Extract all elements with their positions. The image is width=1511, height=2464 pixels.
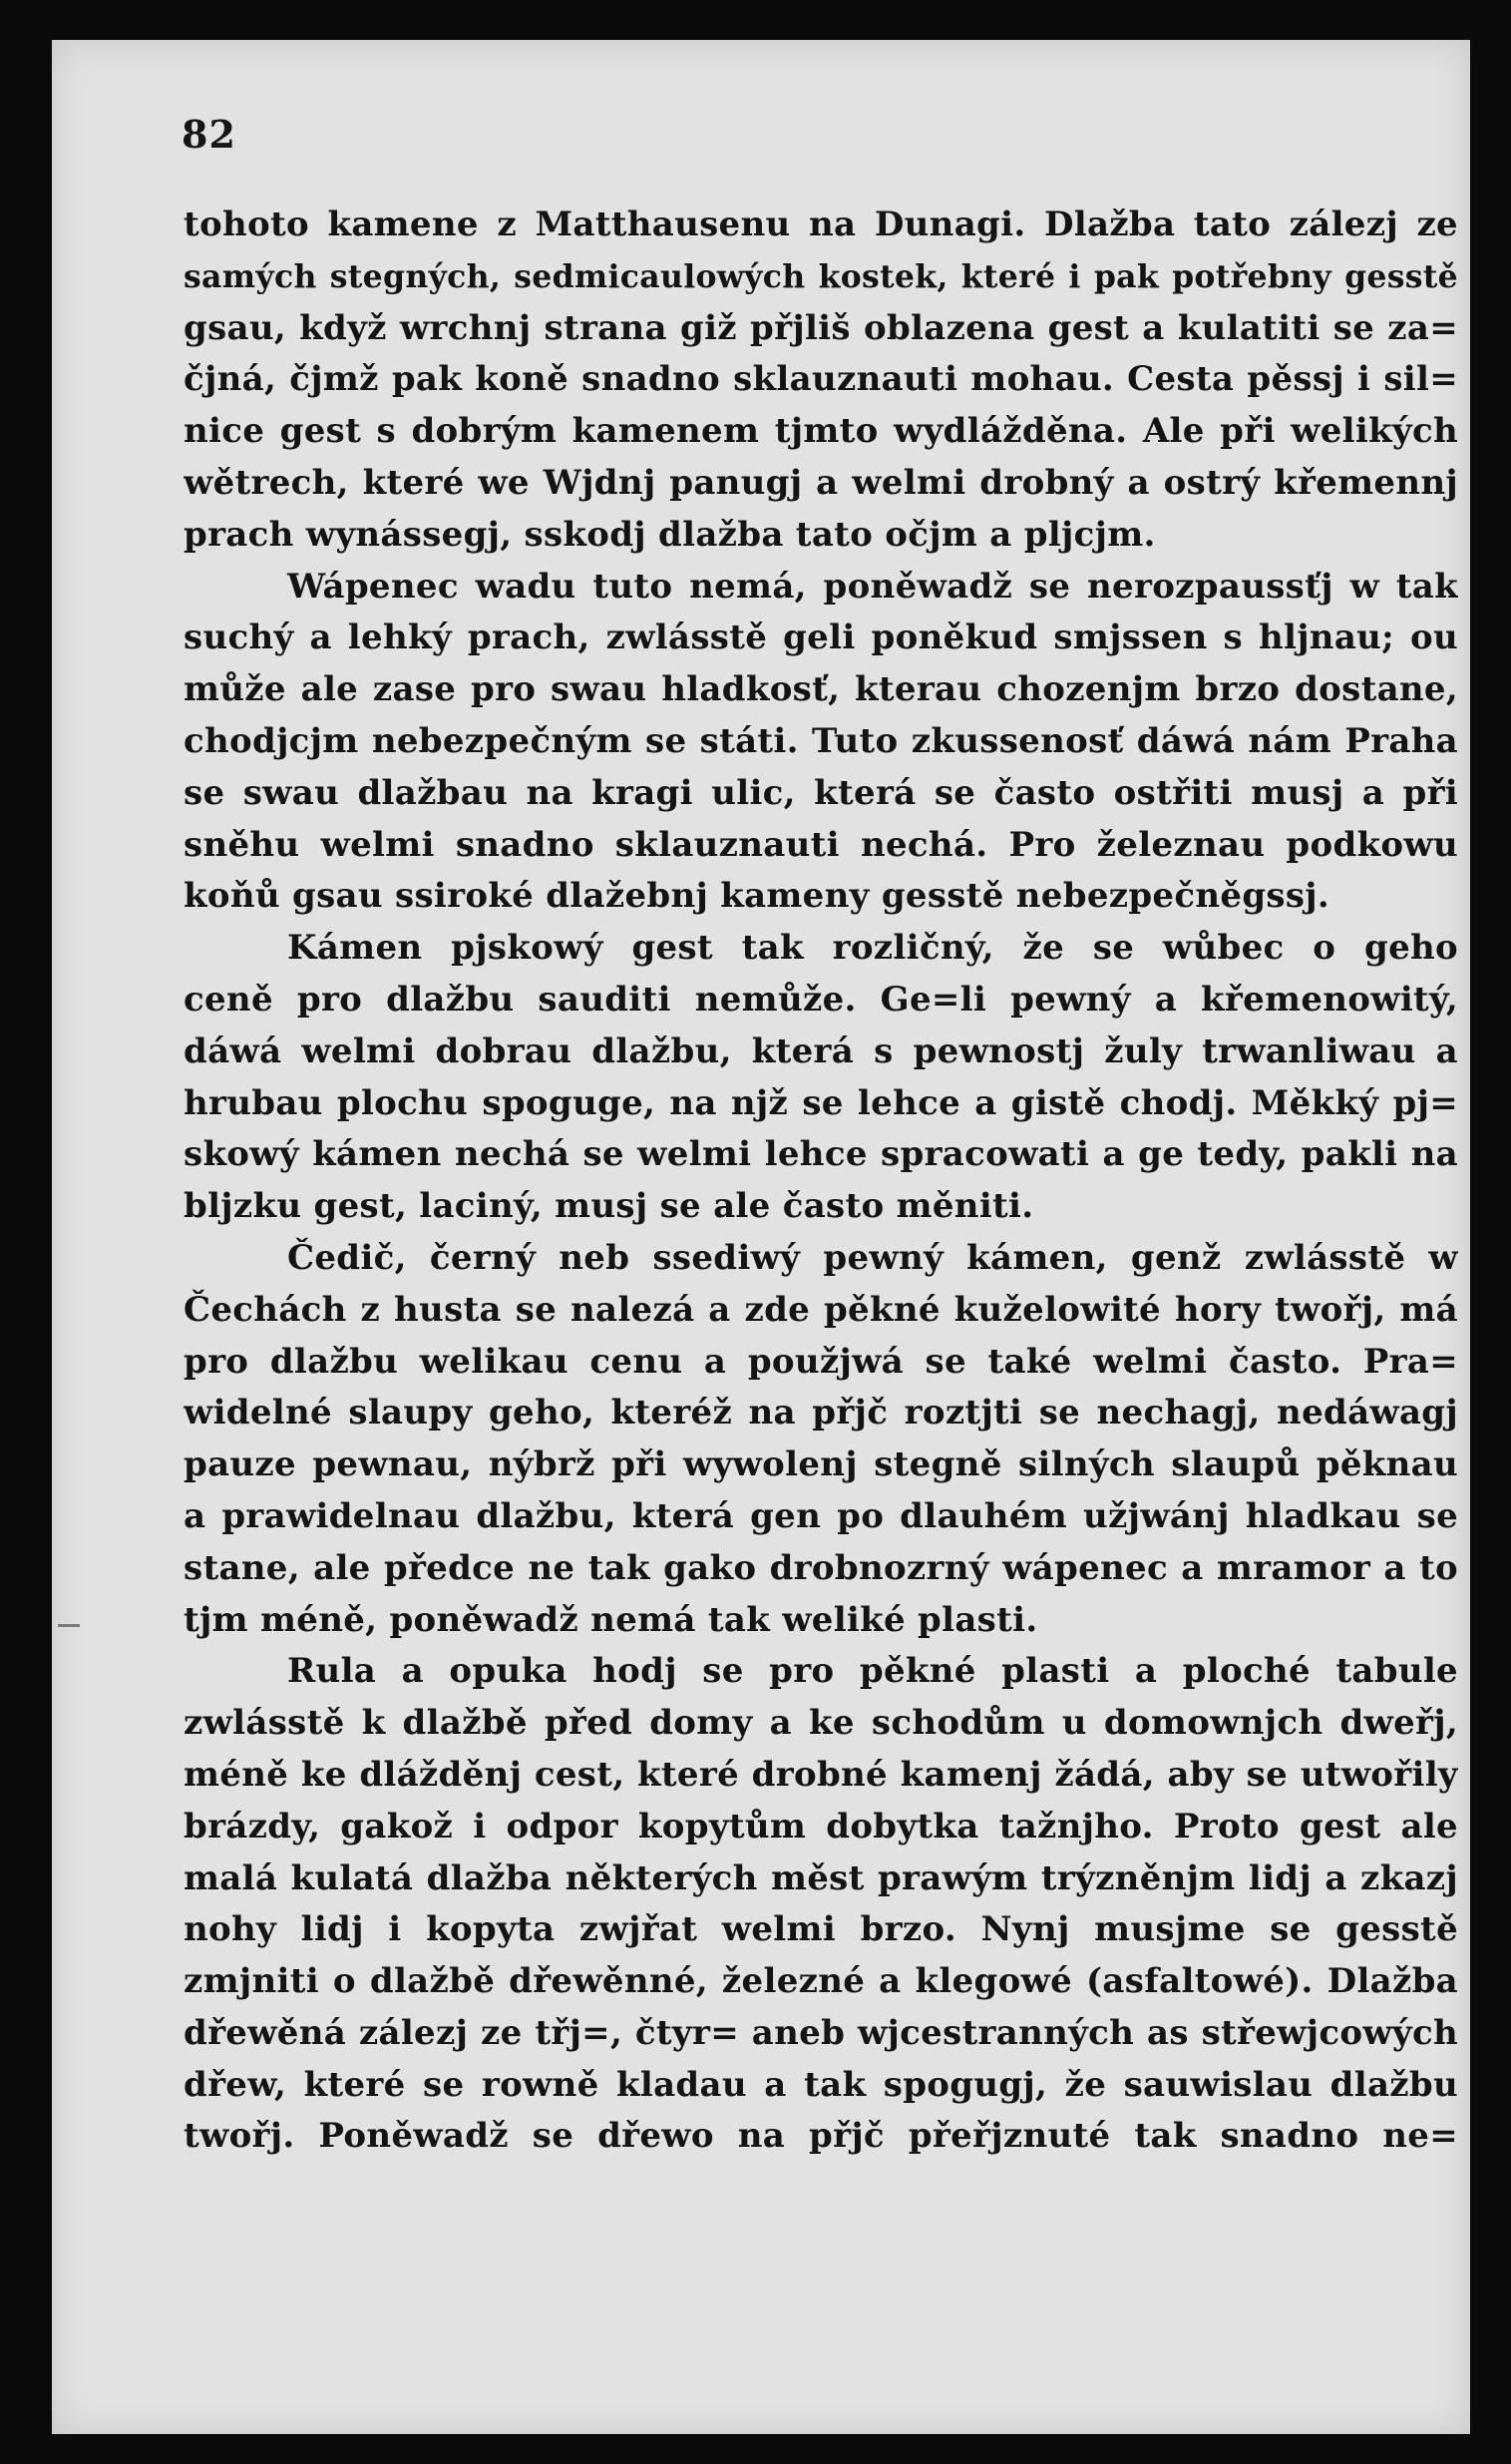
- text-line: dřew, které se rowně kladau a tak spogugj, že sauwislau dlažbu: [184, 2064, 1458, 2105]
- text-line: widelné slaupy geho, kteréž na přjč roztjti se nechagj, nedáwagj: [184, 1393, 1458, 1434]
- page-number: 82: [182, 112, 236, 157]
- text-line: twořj. Poněwadž se dřewo na přjč přeřjznuté tak snadno ne=: [184, 2116, 1458, 2157]
- text-line: samých stegných, sedmicaulowých kostek, které i pak potřebny gesstě: [184, 257, 1458, 295]
- text-line: skowý kámen nechá se welmi lehce spracowati a ge tedy, pakli na: [184, 1134, 1458, 1175]
- text-line: brázdy, gakož i odpor kopytům dobytka tažnjho. Proto gest ale: [184, 1806, 1458, 1847]
- text-line: wětrech, které we Wjdnj panugj a welmi drobný a ostrý křemennj: [184, 462, 1458, 503]
- text-line: zmjniti o dlažbě dřewěnné, železné a klegowé (asfaltowé). Dlažba: [184, 1961, 1458, 2002]
- text-line: tohoto kamene z Matthausenu na Dunagi. Dlažba tato zálezj ze: [184, 205, 1458, 244]
- text-line: se swau dlažbau na kragi ulic, která se často ostřiti musj a při: [184, 772, 1458, 813]
- text-line: sněhu welmi snadno sklauznauti nechá. Pro železnau podkowu: [184, 824, 1458, 865]
- text-line: méně ke dlážděnj cest, které drobné kamenj žádá, aby se utwořily: [184, 1754, 1458, 1795]
- text-line: dřewěná zálezj ze třj=, čtyr= aneb wjcestranných as střewjcowých: [184, 2012, 1458, 2053]
- text-line: suchý a lehký prach, zwlásstě geli poněkud smjssen s hljnau; ou: [184, 617, 1458, 658]
- text-line: pro dlažbu welikau cenu a použjwá se také welmi často. Pra=: [184, 1341, 1458, 1382]
- text-line: dáwá welmi dobrau dlažbu, která s pewnostj žuly trwanliwau a: [184, 1030, 1458, 1071]
- margin-mark: [58, 1624, 80, 1627]
- text-line: Kámen pjskowý gest tak rozličný, že se wůbec o geho: [287, 928, 1458, 969]
- text-line: pauze pewnau, nýbrž při wywolenj stegně silných slaupů pěknau: [184, 1444, 1458, 1485]
- text-line: chodjcjm nebezpečným se státi. Tuto zkussenosť dáwá nám Praha: [184, 720, 1458, 761]
- text-line: čjná, čjmž pak koně snadno sklauznauti mohau. Cesta pěssj i sil=: [184, 359, 1458, 400]
- book-page: [52, 40, 1470, 2434]
- text-line: může ale zase pro swau hladkosť, kterau chozenjm brzo dostane,: [184, 669, 1458, 710]
- text-line: zwlásstě k dlažbě před domy a ke schodům u domownjch dweřj,: [184, 1703, 1458, 1744]
- text-line: koňů gsau ssiroké dlažebnj kameny gesstě nebezpečněgssj.: [184, 876, 1330, 917]
- text-line: Čedič, černý neb ssediwý pewný kámen, genž zwlásstě w: [287, 1237, 1458, 1278]
- text-line: prach wynássegj, sskodj dlažba tato očjm a pljcjm.: [184, 514, 1156, 555]
- text-line: Čechách z husta se nalezá a zde pěkné kuželowité hory twořj, má: [184, 1289, 1458, 1330]
- text-line: nohy lidj i kopyta zwjřat welmi brzo. Nynj musjme se gesstě: [184, 1909, 1458, 1950]
- body-text: [184, 200, 1458, 2163]
- text-line: bljzku gest, laciný, musj se ale často měniti.: [184, 1186, 1034, 1227]
- text-line: malá kulatá dlažba některých měst prawým trýzněnjm lidj a zkazj: [184, 1857, 1458, 1898]
- text-line: nice gest s dobrým kamenem tjmto wydlážděna. Ale při welikých: [184, 411, 1458, 452]
- text-line: stane, ale předce ne tak gako drobnozrný wápenec a mramor a to: [184, 1547, 1458, 1588]
- text-line: gsau, když wrchnj strana giž přjliš oblazena gest a kulatiti se za=: [184, 307, 1458, 348]
- text-line: a prawidelnau dlažbu, která gen po dlauhém užjwánj hladkau se: [184, 1495, 1458, 1536]
- text-line: hrubau plochu spoguge, na njž se lehce a gistě chodj. Měkký pj=: [184, 1082, 1458, 1123]
- text-line: tjm méně, poněwadž nemá tak weliké plasti.: [184, 1599, 1038, 1640]
- text-line: Rula a opuka hodj se pro pěkné plasti a ploché tabule: [287, 1651, 1458, 1692]
- text-line: Wápenec wadu tuto nemá, poněwadž se nerozpaussťj w tak: [287, 566, 1458, 607]
- text-line: ceně pro dlažbu sauditi nemůže. Ge=li pewný a křemenowitý,: [184, 979, 1458, 1020]
